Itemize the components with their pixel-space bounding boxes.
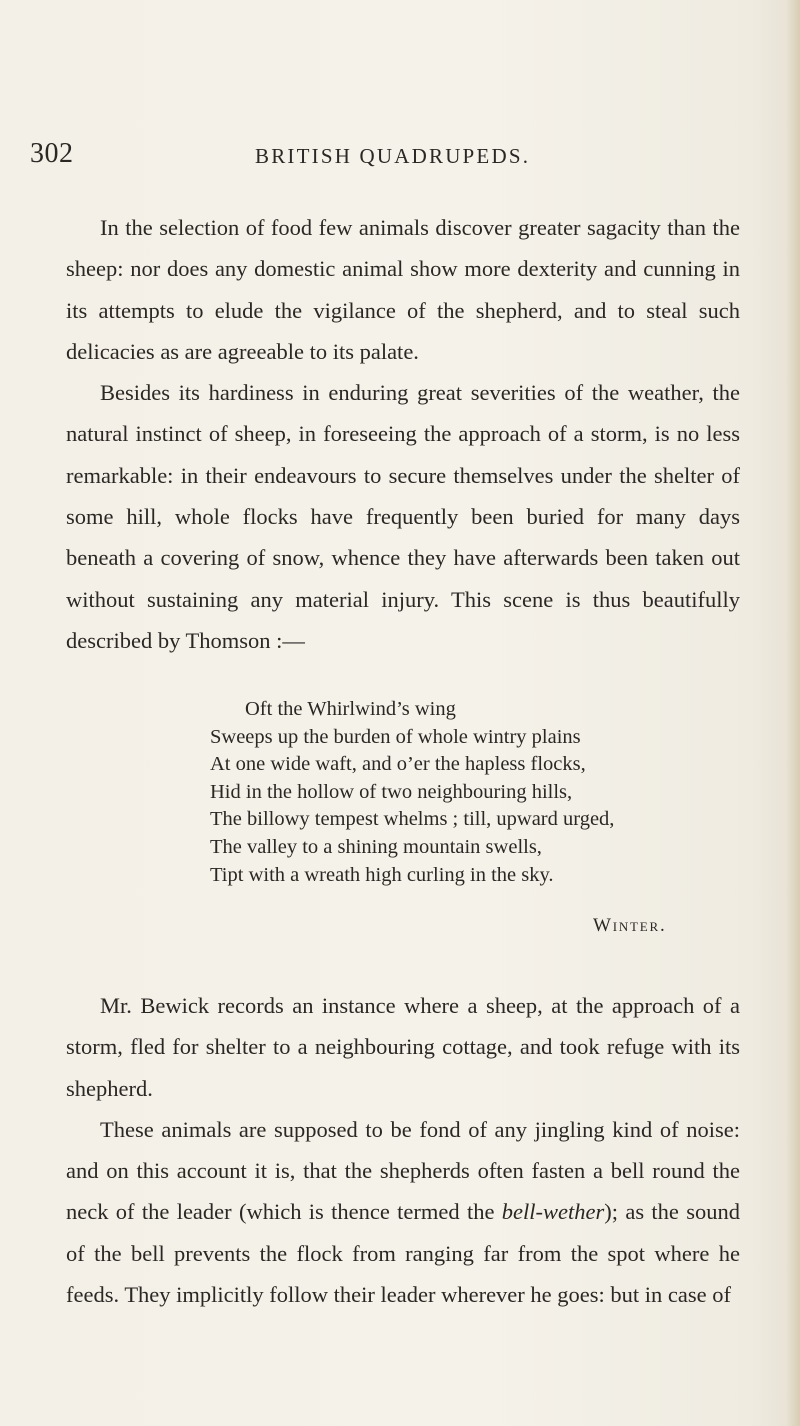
italic-term: bell-wether [501,1199,605,1225]
poem-line: At one wide waft, and o’er the hapless flocks, [210,753,586,776]
poem-line: Tipt with a wreath high curling in the sky. [210,863,554,886]
body-text-top [66,207,740,661]
poem-line: Oft the Whirlwind’s wing [245,698,456,720]
poem-line: The billowy tempest whelms ; till, upward urged, [210,808,615,831]
page-number: 302 [30,138,74,169]
poem-quotation [210,696,614,889]
paragraph-storm-instinct: Besides its hardiness in enduring great severities of the weather, the natural instinct of sheep, in foreseeing the approach of a storm, is no less remarkable: in their endeavours to secure themselves under the shelter of some hill, whole flocks have frequently been buried for many days beneath a covering of snow, whence they have afterwards been taken out without sustaining any material injury. This scene is thus beautifully described by Thomson :— [66,380,740,653]
paragraph-bewick-record: Mr. Bewick records an instance where a sheep, at the approach of a storm, fled for shelter to a neighbouring cottage, and took refuge with its shepherd. [66,993,740,1101]
poem-line: Hid in the hollow of two neighbouring hills, [210,780,573,803]
poem-line: Sweeps up the burden of whole wintry plains [210,725,581,748]
poem-attribution: Winter. [593,915,667,936]
paragraph-bell-wether [66,1109,740,1315]
page-edge-shading [786,0,800,1426]
running-title: BRITISH QUADRUPEDS. [255,144,531,168]
body-text-bottom [66,985,740,1315]
paragraph-text: ); as the sound of the bell prevents the flock from ranging far from the spot where he feeds. They implicitly follow their leader wherever he goes: but in case of [66,1199,741,1308]
poem-line: The valley to a shining mountain swells, [210,835,542,858]
paragraph-text: These animals are supposed to be fond of any jingling kind of noise: and on this account it is, that the shepherds often fasten a bell round the neck of the leader (which is thence termed the [66,1116,740,1225]
paragraph-food-sagacity: In the selection of food few animals discover greater sagacity than the sheep: nor does any domestic animal show more dexterity and cunning in its attempts to elude the vigilance of the shepherd, and to steal such delicacies as are agreeable to its palate. [66,215,740,364]
